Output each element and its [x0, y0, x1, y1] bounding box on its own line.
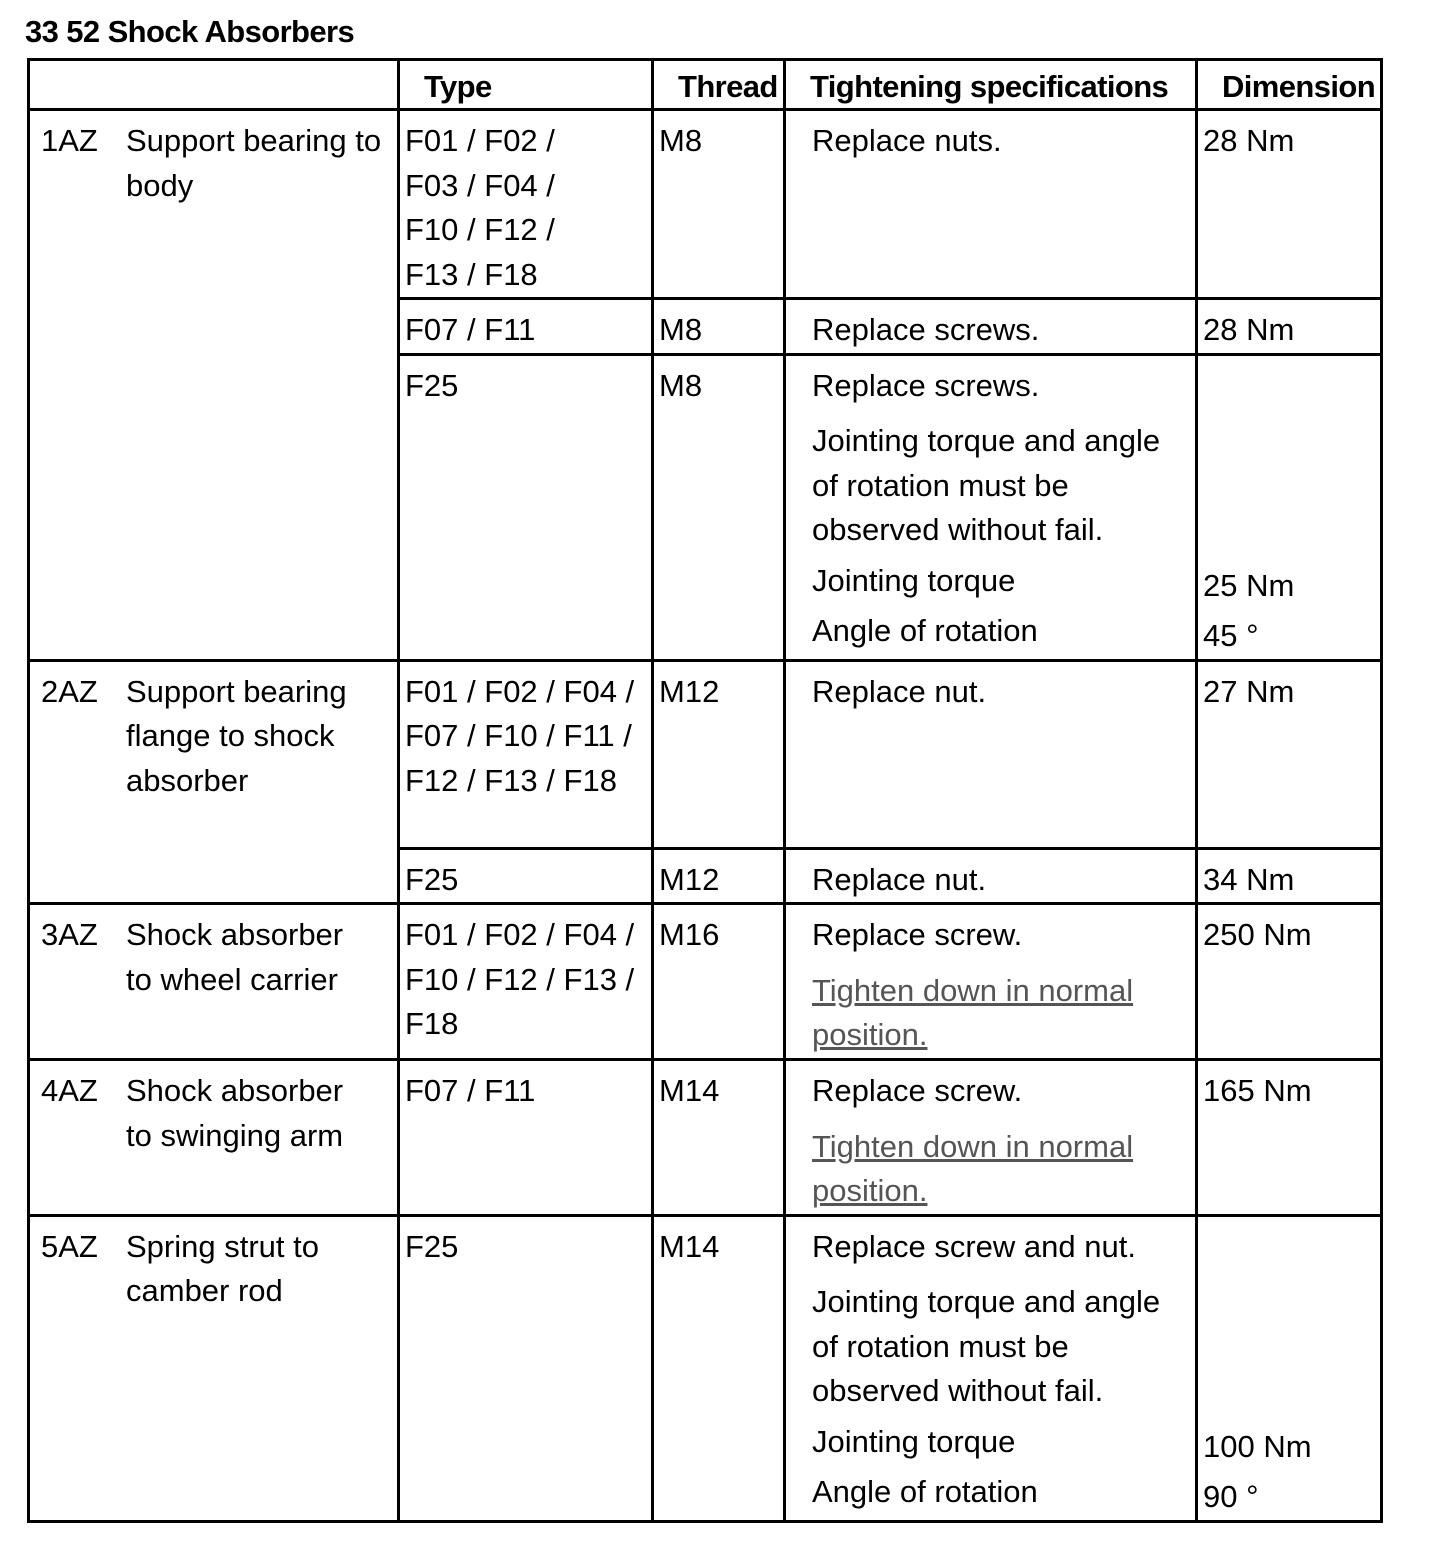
type-cell: F01 / F02 / F04 / F10 / F12 / F13 / F18	[399, 904, 653, 1060]
dimension-cell: 25 Nm 45 °	[1197, 354, 1382, 660]
spec-cell: Replace screw. Tighten down in normal position.	[785, 904, 1197, 1060]
spec-cell: Replace screws.	[785, 299, 1197, 355]
position-cell	[29, 660, 399, 904]
tightening-spec-table	[27, 58, 1383, 1523]
type-cell: F25	[399, 848, 653, 904]
type-cell: F25	[399, 1215, 653, 1521]
position-code: 4AZ	[41, 1073, 98, 1108]
position-cell	[29, 904, 399, 1060]
spec-cell: Replace screw and nut. Jointing torque and angle of rotation must be observed without fail. Jointing torque Angle of rotation	[785, 1215, 1197, 1521]
table-row	[29, 110, 1382, 299]
dimension-cell: 250 Nm	[1197, 904, 1382, 1060]
normal-position-link[interactable]: Tighten down in normal position.	[812, 972, 1134, 1052]
spec-cell: Replace screw. Tighten down in normal position.	[785, 1060, 1197, 1216]
thread-cell: M8	[653, 110, 785, 299]
header-position	[29, 60, 399, 110]
position-code: 1AZ	[41, 123, 98, 158]
thread-cell: M12	[653, 660, 785, 848]
position-description: Support bearing to body	[126, 123, 382, 203]
thread-cell: M8	[653, 354, 785, 660]
position-cell	[29, 1215, 399, 1521]
type-cell: F07 / F11	[399, 1060, 653, 1216]
type-cell: F25	[399, 354, 653, 660]
type-cell: F01 / F02 / F03 / F04 / F10 / F12 / F13 / F18	[399, 110, 653, 299]
dimension-cell: 34 Nm	[1197, 848, 1382, 904]
position-description: Support bearing flange to shock absorber	[126, 673, 347, 798]
position-description: Shock absorber to swinging arm	[126, 1073, 344, 1153]
thread-cell: M14	[653, 1060, 785, 1216]
position-cell	[29, 1060, 399, 1216]
position-description: Shock absorber to wheel carrier	[126, 917, 344, 997]
normal-position-link[interactable]: Tighten down in normal position.	[812, 1128, 1134, 1208]
dimension-cell: 28 Nm	[1197, 299, 1382, 355]
thread-cell: M8	[653, 299, 785, 355]
header-row	[29, 60, 1382, 110]
header-dimension: Dimension	[1197, 60, 1382, 110]
thread-cell: M14	[653, 1215, 785, 1521]
header-spec: Tightening specifications	[785, 60, 1197, 110]
header-thread: Thread	[653, 60, 785, 110]
table-row	[29, 660, 1382, 848]
position-code: 2AZ	[41, 673, 98, 709]
spec-cell: Replace nut.	[785, 848, 1197, 904]
position-code: 5AZ	[41, 1228, 98, 1264]
header-type: Type	[399, 60, 653, 110]
thread-cell: M12	[653, 848, 785, 904]
dimension-cell: 165 Nm	[1197, 1060, 1382, 1216]
dimension-cell: 100 Nm 90 °	[1197, 1215, 1382, 1521]
table-row	[29, 904, 1382, 1060]
table-row	[29, 1215, 1382, 1521]
table-row	[29, 1060, 1382, 1216]
spec-cell: Replace screws. Jointing torque and angle of rotation must be observed without fail. Jointing torque Angle of rotation	[785, 354, 1197, 660]
dimension-cell: 28 Nm	[1197, 110, 1382, 299]
spec-cell: Replace nuts.	[785, 110, 1197, 299]
dimension-cell: 27 Nm	[1197, 660, 1382, 848]
type-cell: F07 / F11	[399, 299, 653, 355]
position-description: Spring strut to camber rod	[126, 1228, 319, 1308]
page-title: 33 52 Shock Absorbers	[25, 14, 355, 49]
type-cell: F01 / F02 / F04 / F07 / F10 / F11 / F12 / F13 / F18	[399, 660, 653, 848]
spec-cell: Replace nut.	[785, 660, 1197, 848]
position-cell	[29, 110, 399, 661]
thread-cell: M16	[653, 904, 785, 1060]
position-code: 3AZ	[41, 917, 98, 952]
